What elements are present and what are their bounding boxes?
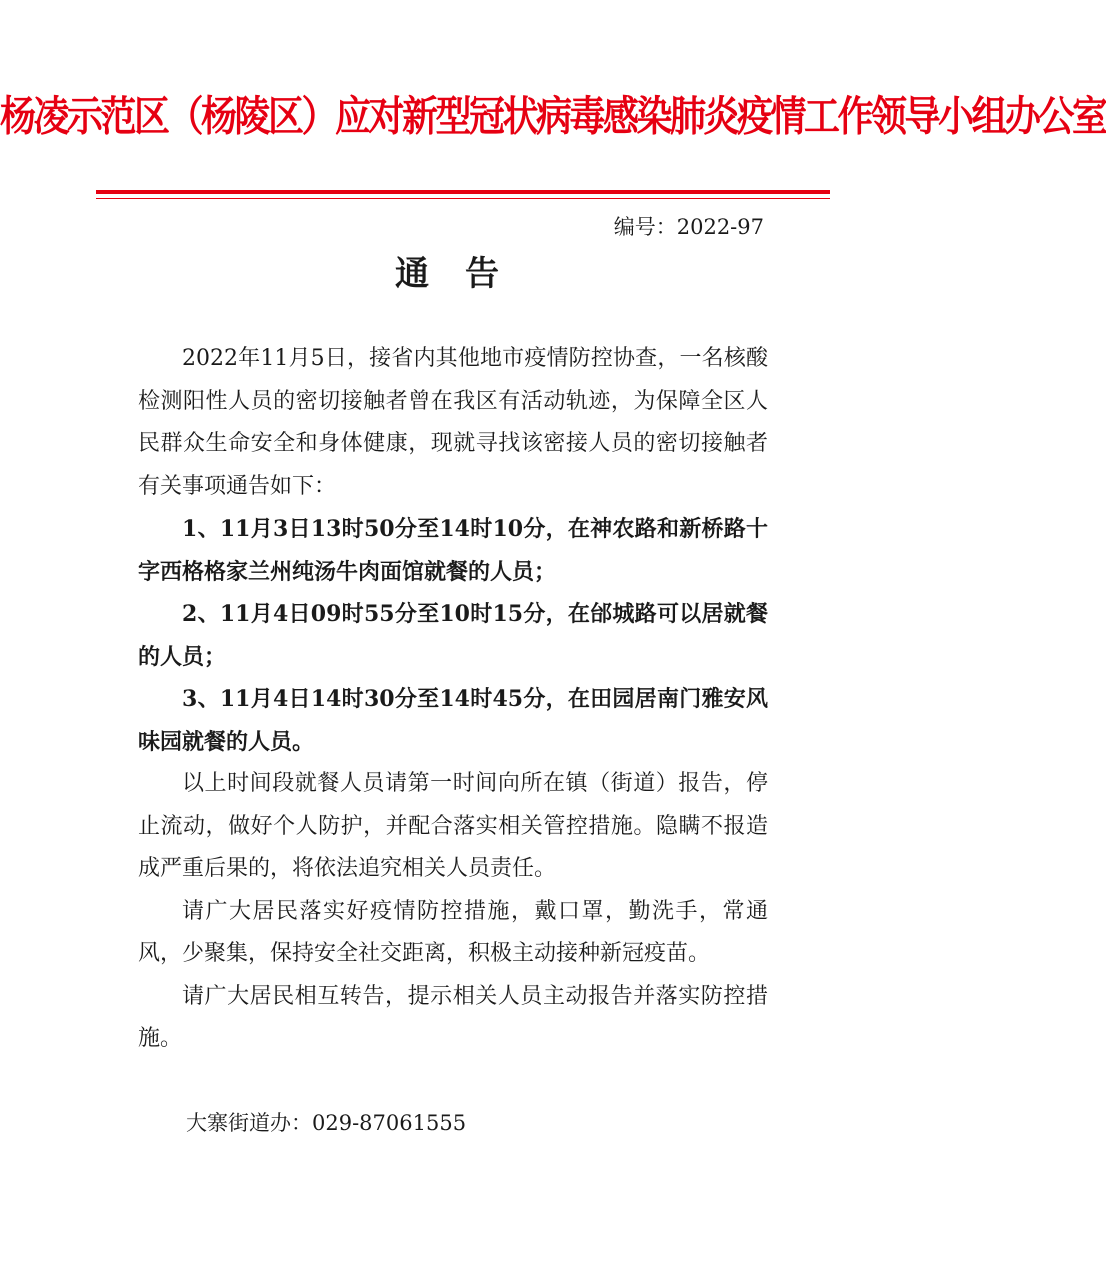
- contact-line: 大寨街道办：029-87061555: [186, 1111, 467, 1135]
- notice-heading: [0, 248, 900, 300]
- issuing-office-title: 杨凌示范区（杨陵区）应对新型冠状病毒感染肺炎疫情工作领导小组办公室: [0, 93, 1106, 141]
- notice-heading-char-2: 告: [465, 254, 505, 294]
- share-notice-paragraph: 请广大居民相互转告，提示相关人员主动报告并落实防控措施。: [138, 983, 768, 1051]
- prevention-advice-paragraph: 请广大居民落实好疫情防控措施，戴口罩，勤洗手，常通风，少聚集，保持安全社交距离，积极主动接种新冠疫苗。: [138, 898, 768, 966]
- reporting-instruction-paragraph: 以上时间段就餐人员请第一时间向所在镇（街道）报告，停止流动，做好个人防护，并配合落实相关管控措施。隐瞒不报造成严重后果的，将依法追究相关人员责任。: [138, 771, 768, 881]
- red-header-rule-thick: [96, 190, 830, 194]
- notice-heading-char-1: 通: [395, 254, 435, 294]
- intro-paragraph: 2022年11月5日，接省内其他地市疫情防控协查，一名核酸检测阳性人员的密切接触者曾在我区有活动轨迹，为保障全区人民群众生命安全和身体健康，现就寻找该密接人员的密切接触者有关事项通告如下：: [138, 346, 768, 499]
- document-number: 编号：2022-97: [613, 215, 764, 239]
- location-item-2: 2、11月4日09时55分至10时15分，在邰城路可以居就餐的人员；: [138, 601, 768, 670]
- notice-body: [138, 338, 768, 1061]
- location-item-3: 3、11月4日14时30分至14时45分，在田园居南门雅安风味园就餐的人员。: [138, 686, 768, 755]
- location-item-1: 1、11月3日13时50分至14时10分，在神农路和新桥路十字西格格家兰州纯汤牛肉面馆就餐的人员；: [138, 516, 768, 585]
- red-header-rule-thin: [96, 198, 830, 199]
